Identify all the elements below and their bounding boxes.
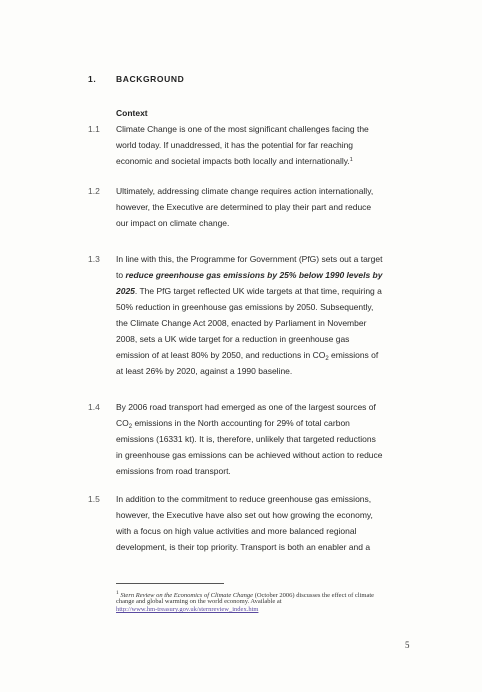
paragraph-line: with a focus on high value activities and more balanced regional [116,526,357,536]
paragraph-line: emission of at least 80% by 2050, and reductions in $CO_2$ emissions of [116,350,379,362]
paragraph-line: emissions from road transport. [116,466,231,476]
section-title: BACKGROUND [116,74,185,84]
section-number: 1. [88,74,97,84]
paragraph-line: Climate Change is one of the most significant challenges facing the [116,124,369,134]
paragraph-number: 1.3 [88,254,100,264]
paragraph-line: world today. If unaddressed, it has the potential for far reaching [116,140,354,150]
footnote-marker[interactable]: 1 [349,157,353,163]
paragraph-number: 1.2 [88,186,100,196]
paragraph-line: 2025. The PfG target reflected UK wide targets at that time, requiring a [116,286,382,296]
target-emphasis: reduce greenhouse gas emissions by 25% below 1990 levels by [125,270,383,280]
paragraph-line: In addition to the commitment to reduce greenhouse gas emissions, [116,494,372,504]
paragraph-line: In line with this, the Programme for Government (PfG) sets out a target [116,254,383,264]
paragraph-line: 2008, sets a UK wide target for a reduction in greenhouse gas [116,334,350,344]
paragraph-line: in greenhouse gas emissions can be achieved without action to reduce [116,450,383,460]
page-number: 5 [405,640,410,650]
section-subtitle: Context [116,108,148,118]
paragraph-line: development, is their top priority. Transport is both an enabler and a [116,542,371,552]
footnote-divider [116,583,224,584]
footnote-number: 1 [116,590,119,596]
paragraph-line: however, the Executive have also set out how growing the economy, [116,510,373,520]
paragraph-line: emissions (16331 kt). It is, therefore, unlikely that targeted reductions [116,434,376,444]
paragraph-number: 1.1 [88,124,100,134]
paragraph-line: 50% reduction in greenhouse gas emissions by 2050. Subsequently, [116,302,374,312]
paragraph-line: to reduce greenhouse gas emissions by 25% below 1990 levels by [116,270,383,280]
paragraph-line: however, the Executive are determined to play their part and reduce [116,202,372,212]
footnote-link[interactable]: http://www.hm-treasury.gov.uk/sternreview_index.htm [116,606,259,613]
paragraph-line: our impact on climate change. [116,218,230,228]
paragraph-number: 1.4 [88,402,100,412]
footnote-line: $^1$ Stern Review on the Economics of Climate Change (October 2006) discusses the effect of climate [116,590,375,599]
paragraph-line: Ultimately, addressing climate change requires action internationally, [116,186,374,196]
paragraph-line: economic and societal impacts both locally and internationally.$^1$ [116,156,353,166]
section-heading [88,74,184,84]
footnote-line: change and global warming on the world economy. Available at [116,598,282,605]
paragraph-line: the Climate Change Act 2008, enacted by Parliament in November [116,318,367,328]
paragraph-line: $CO_2$ emissions in the North accounting for 29% of total carbon [116,418,350,430]
paragraph-line: at least 26% by 2020, against a 1990 baseline. [116,366,293,376]
paragraph-line: By 2006 road transport had emerged as one of the largest sources of [116,402,376,412]
paragraph-number: 1.5 [88,494,100,504]
footnote-title: Stern Review on the Economics of Climate Change [120,592,254,599]
